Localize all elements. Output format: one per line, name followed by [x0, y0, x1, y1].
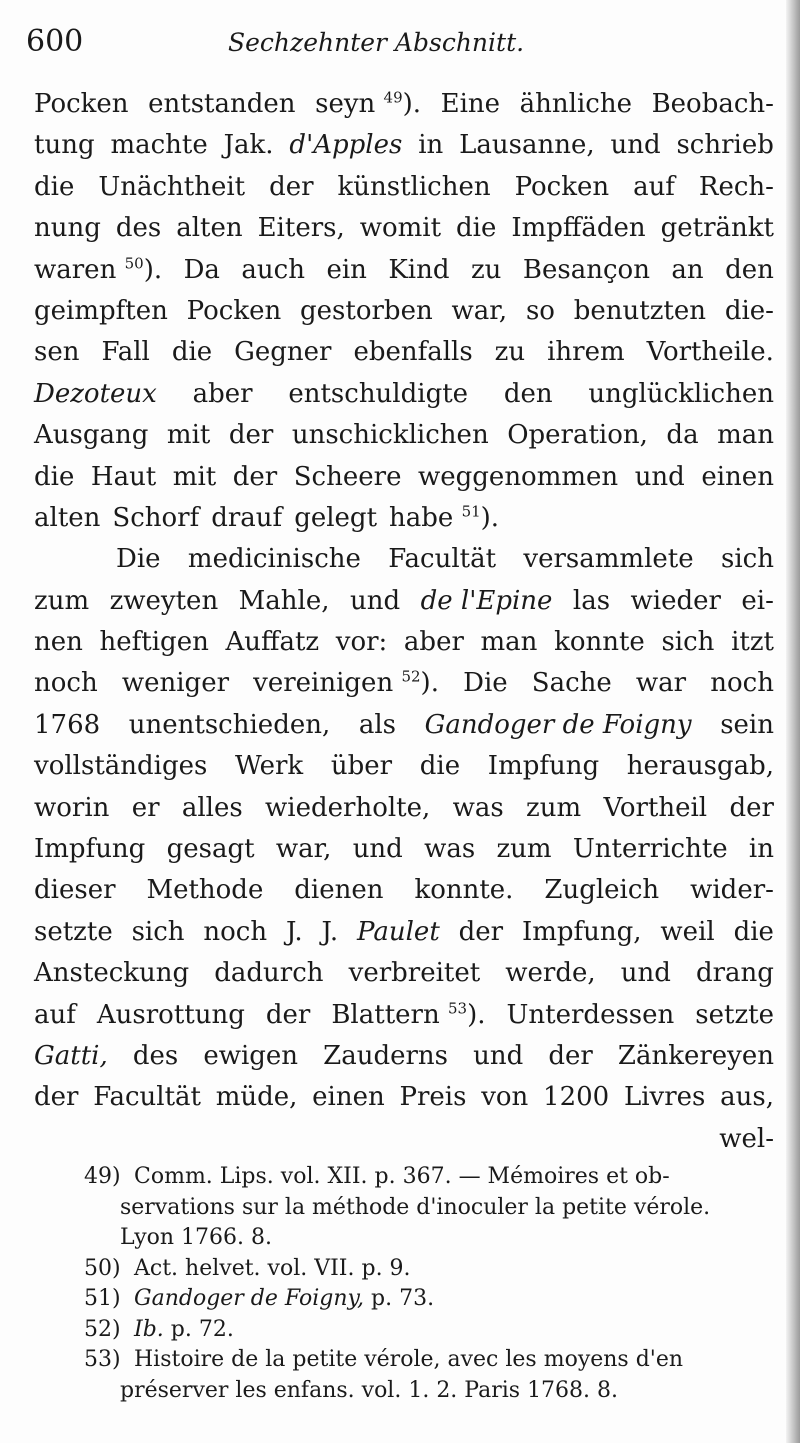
- text-line: geimpften Pocken gestorben war, so benutzten die-: [34, 295, 774, 326]
- text-line: Ansteckung dadurch verbreitet werde, und drang: [34, 958, 774, 989]
- text-line: Dezoteux aber entschuldigte den unglücklichen: [34, 378, 774, 409]
- text-line: die Haut mit der Scheere weggenommen und einen: [34, 461, 774, 492]
- text-line: zum zweyten Mahle, und de l'Epine las wieder ei-: [34, 585, 774, 616]
- text-line: dieser Methode dienen konnte. Zugleich wider-: [34, 875, 774, 906]
- footnote-number: 50): [84, 1255, 121, 1281]
- page-number: 600: [26, 24, 84, 59]
- text-line: tung machte Jak. d'Apples in Lausanne, und schrieb: [34, 130, 774, 161]
- catchword-line: [34, 1119, 774, 1160]
- text-line: nen heftigen Auffatz vor: aber man konnte sich itzt: [34, 627, 774, 658]
- footnote-ref[interactable]: 51: [461, 502, 481, 521]
- running-head: [26, 24, 774, 64]
- text-line: noch weniger vereinigen $^{52}$). Die Sache war noch: [34, 667, 774, 699]
- footnotes: [84, 1162, 772, 1406]
- text-line: nung des alten Eiters, womit die Impffäden getränkt: [34, 213, 774, 244]
- text-line: auf Ausrottung der Blattern $^{53}$). Unterdessen setzte: [34, 998, 774, 1030]
- main-text: [34, 84, 774, 1160]
- text-line: sen Fall die Gegner ebenfalls zu ihrem Vortheile.: [34, 337, 774, 368]
- text-line: worin er alles wiederholte, was zum Vortheil der: [34, 792, 774, 823]
- footnote-49: 49) Comm. Lips. vol. XII. p. 367. — Mémoires et ob-: [84, 1162, 772, 1193]
- text-line: setzte sich noch J. J. Paulet der Impfung, weil die: [34, 916, 774, 947]
- footnote-53-cont: préserver les enfans. vol. 1. 2. Paris 1768. 8.: [120, 1377, 619, 1403]
- footnote-ref[interactable]: 52: [401, 667, 421, 686]
- footnote-ref[interactable]: 50: [124, 253, 144, 272]
- footnote-49-cont: servations sur la méthode d'inoculer la petite vérole.: [120, 1194, 711, 1220]
- footnote-ref[interactable]: 53: [447, 998, 468, 1017]
- running-title: Sechzehnter Abschnitt.: [228, 28, 525, 57]
- catchword: wel-: [719, 1123, 774, 1154]
- footnote-number: 49): [84, 1164, 121, 1189]
- text-line: alten Schorf drauf gelegt habe $^{51}$).: [34, 502, 500, 533]
- footnote-number: 52): [84, 1316, 121, 1342]
- footnote-number: 53): [84, 1347, 121, 1372]
- text-line: Die medicinische Facultät versammlete sich: [116, 544, 774, 575]
- text-line: vollständiges Werk über die Impfung herausgab,: [34, 751, 774, 782]
- footnote-51: 51) Gandoger de Foigny, p. 73.: [84, 1284, 772, 1315]
- text-line: waren $^{50}$). Da auch ein Kind zu Besançon an den: [34, 253, 774, 285]
- text-line: Gatti, des ewigen Zauderns und der Zänkereyen: [34, 1040, 774, 1071]
- text-line: der Facultät müde, einen Preis von 1200 Livres aus,: [34, 1082, 774, 1113]
- footnote-53: 53) Histoire de la petite vérole, avec les moyens d'en: [84, 1345, 772, 1376]
- footnote-number: 51): [84, 1286, 121, 1311]
- text-line: die Unächtheit der künstlichen Pocken auf Rech-: [34, 171, 774, 202]
- page-edge-shadow: [786, 0, 800, 1443]
- footnote-49-cont: Lyon 1766. 8.: [120, 1225, 273, 1250]
- text-line: 1768 unentschieden, als Gandoger de Foigny sein: [34, 709, 774, 740]
- footnote-52: 52) Ib. p. 72.: [84, 1315, 772, 1346]
- text-line: Ausgang mit der unschicklichen Operation, da man: [34, 420, 774, 451]
- text-line: Impfung gesagt war, und was zum Unterrichte in: [34, 834, 774, 865]
- footnote-50: 50) Act. helvet. vol. VII. p. 9.: [84, 1254, 772, 1285]
- text-line: Pocken entstanden seyn $^{49}$). Eine ähnliche Beobach-: [34, 88, 774, 119]
- footnote-ref[interactable]: 49: [383, 88, 403, 107]
